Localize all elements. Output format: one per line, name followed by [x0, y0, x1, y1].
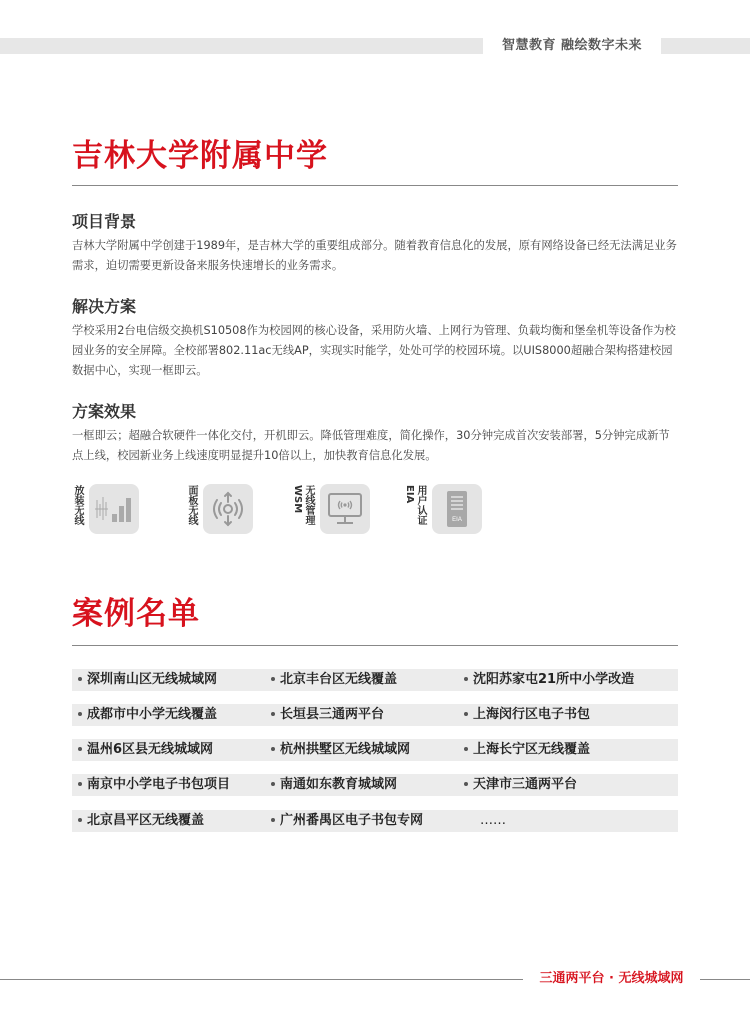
- case-item: 长垣县三通两平台: [265, 704, 461, 726]
- cases-title: 案例名单: [72, 596, 200, 632]
- bullet-icon: [464, 747, 468, 751]
- eia-badge-text: EIA: [452, 517, 462, 523]
- feature-label: 面板无线: [186, 485, 197, 525]
- signal-bars-icon: [89, 484, 139, 534]
- bullet-icon: [271, 747, 275, 751]
- section-heading-effect: 方案效果: [72, 402, 137, 421]
- case-item: 杭州拱墅区无线城域网: [265, 739, 461, 761]
- case-item: 南通如东教育城域网: [265, 774, 461, 796]
- case-item: 上海长宁区无线覆盖: [458, 739, 678, 761]
- bullet-icon: [78, 818, 82, 822]
- bullet-icon: [78, 712, 82, 716]
- case-item: 沈阳苏家屯21所中小学改造: [458, 669, 678, 691]
- bullet-icon: [78, 747, 82, 751]
- case-item: 上海闵行区电子书包: [458, 704, 678, 726]
- bullet-icon: [78, 677, 82, 681]
- section-text-effect: 一框即云；超融合软硬件一体化交付，开机即云。降低管理难度，简化操作，30分钟完成首次安装部署，5分钟完成新节点上线，校园新业务上线速度明显提升10倍以上，加快教育信息化发展。: [72, 429, 670, 462]
- case-item: 北京昌平区无线覆盖: [72, 810, 268, 832]
- bullet-icon: [271, 677, 275, 681]
- feature-label: 放装无线: [72, 485, 83, 525]
- bullet-icon: [78, 782, 82, 786]
- server-eia-icon: [432, 484, 482, 534]
- feature-item: [72, 483, 139, 535]
- monitor-wifi-icon: [320, 484, 370, 534]
- wireless-panel-icon: [203, 484, 253, 534]
- case-item: 北京丰台区无线覆盖: [265, 669, 461, 691]
- case-item: 天津市三通两平台: [458, 774, 678, 796]
- case-item: 深圳南山区无线城域网: [72, 669, 268, 691]
- section-text-solution: 学校采用2台电信级交换机S10508作为校园网的核心设备，采用防火墙、上网行为管理、负载均衡和堡垒机等设备作为校园业务的安全屏障。全校部署802.11ac无线AP，实现实时能学，处处可学的校园环境。以UIS8000超融合架构搭建校园数据中心，实现一框即云。: [72, 324, 676, 377]
- feature-item: [290, 483, 370, 535]
- header-slogan: 智慧教育 融绘数字未来: [483, 36, 661, 56]
- feature-item: [402, 483, 482, 535]
- bullet-icon: [271, 782, 275, 786]
- bullet-icon: [464, 677, 468, 681]
- case-item: 成都市中小学无线覆盖: [72, 704, 268, 726]
- section-text-background: 吉林大学附属中学创建于1989年，是吉林大学的重要组成部分。随着教育信息化的发展，原有网络设备已经无法满足业务需求，迫切需要更新设备来服务快速增长的业务需求。: [72, 239, 677, 272]
- bullet-icon: [271, 818, 275, 822]
- case-item: 广州番禺区电子书包专网: [265, 810, 461, 832]
- case-item-more: ……: [458, 810, 678, 832]
- page-title: 吉林大学附属中学: [72, 138, 328, 174]
- section-heading-background: 项目背景: [72, 212, 137, 231]
- bullet-icon: [464, 712, 468, 716]
- case-item: 南京中小学电子书包项目: [72, 774, 268, 796]
- section-heading-solution: 解决方案: [72, 297, 137, 316]
- bullet-icon: [271, 712, 275, 716]
- footer-text: 三通两平台 · 无线城域网: [523, 969, 700, 989]
- case-item: 温州6区县无线城域网: [72, 739, 268, 761]
- cases-divider: [72, 645, 678, 646]
- feature-item: [186, 483, 253, 535]
- title-divider: [72, 185, 678, 186]
- feature-label: 用户认证EIA: [404, 485, 426, 525]
- feature-label: 无线管理WSM: [292, 485, 314, 525]
- bullet-icon: [464, 782, 468, 786]
